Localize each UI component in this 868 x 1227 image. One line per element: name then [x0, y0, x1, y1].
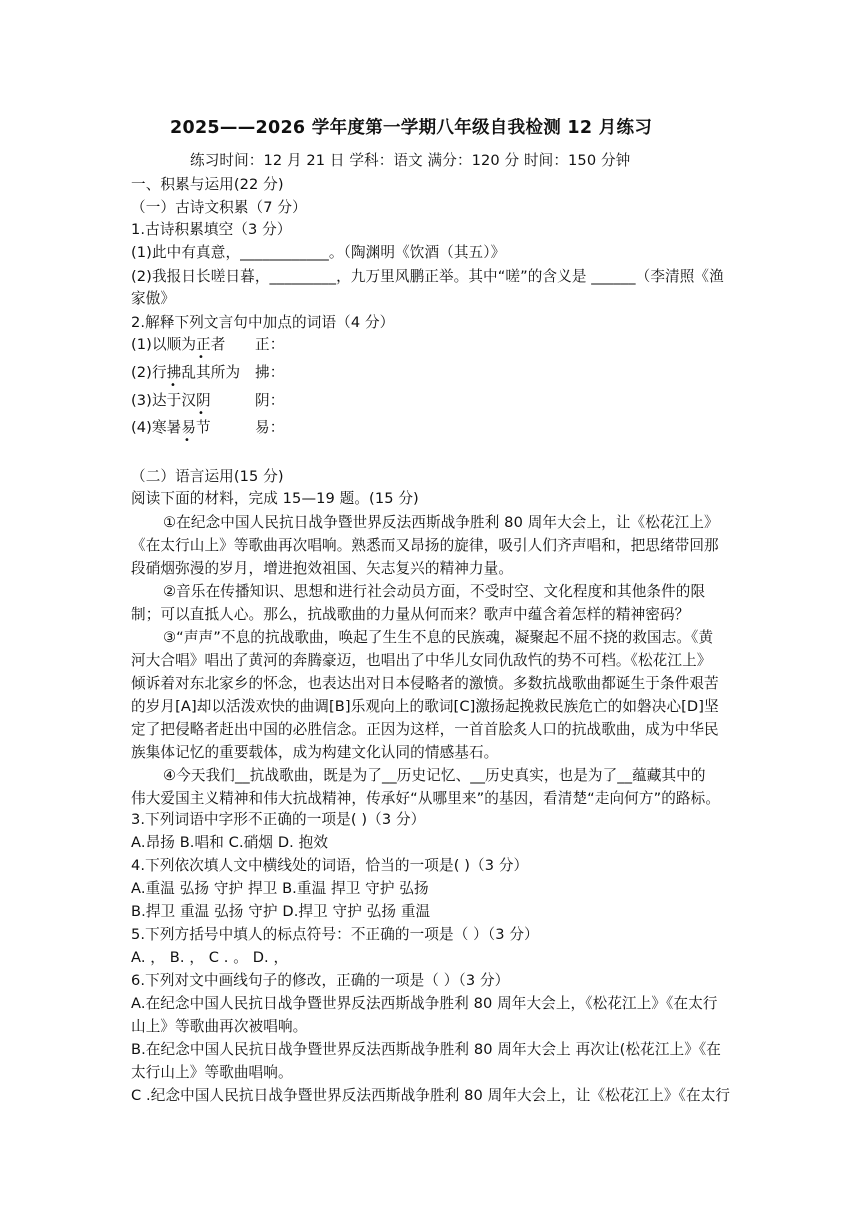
q4-options-line2: B.捍卫 重温 弘扬 守护 D.捍卫 守护 弘扬 重温 [131, 903, 431, 920]
q4-options-line1: A.重温 弘扬 守护 捍卫 B.重温 捍卫 守护 弘扬 [131, 880, 429, 897]
q6-option-c-line1: C .纪念中国人民抗日战争暨世界反法西斯战争胜利 80 周年大会上，让《松花江上》《在太行 [131, 1087, 731, 1104]
section-sub2-heading: （二）语言运用(15 分) [131, 468, 284, 485]
q3-stem: 3.下列词语中字形不正确的一项是( )（3 分） [131, 811, 426, 828]
q3-options: A.昂扬 B.唱和 C.硝烟 D. 抱效 [131, 834, 329, 851]
q1-line1: (1)此中有真意，____________。（陶渊明《饮酒（其五）》 [131, 244, 506, 261]
reading-line: 河大合唱》唱出了黄河的奔腾豪迈，也唱出了中华儿女同仇敌忾的势不可档。《松花江上》 [131, 652, 712, 669]
q2-item-phrase: (2)行拂乱其所为 [131, 364, 241, 381]
q6-option-a-line2: 山上》等歌曲再次被唱响。 [131, 1018, 308, 1035]
q2-item-word: 易： [255, 419, 285, 436]
q5-options: A. ， B. ， C . 。 D. ， [131, 949, 289, 966]
q2-item-phrase: (1)以顺为正者 [131, 336, 226, 353]
emphasis-dot: • [184, 435, 190, 446]
exam-title: 2025——2026 学年度第一学期八年级自我检测 12 月练习 [170, 118, 653, 138]
q2-item-phrase: (4)寒暑易节 [131, 419, 211, 436]
reading-line: 的岁月[A]却以活泼欢快的曲调[B]乐观向上的歌词[C]激扬起挽救民族危亡的如磐决心[D]坚 [131, 698, 719, 715]
reading-line: 《在太行山上》等歌曲再次唱响。熟悉而又昂扬的旋律，吸引人们齐声唱和，把思绪带回那 [131, 537, 719, 554]
q2-item-phrase: (3)达于汉阴 [131, 392, 211, 409]
section-part1-heading: 一、积累与运用(22 分) [131, 176, 284, 193]
section-sub1-heading: （一）古诗文积累（7 分） [131, 199, 307, 216]
reading-line: 段硝烟弥漫的岁月，增进抱效祖国、矢志复兴的精神力量。 [131, 560, 514, 577]
emphasis-dot: • [198, 408, 204, 419]
q2-stem: 2.解释下列文言句中加点的词语（4 分） [131, 314, 395, 331]
q6-option-b-line2: 太行山上》等歌曲唱响。 [131, 1064, 293, 1081]
exam-info: 练习时间：12 月 21 日 学科：语文 满分：120 分 时间：150 分钟 [190, 152, 631, 169]
q5-stem: 5.下列方括号中填人的标点符号：不正确的一项是（ ）（3 分） [131, 926, 539, 943]
reading-intro: 阅读下面的材料，完成 15—19 题。(15 分) [131, 490, 419, 507]
reading-line: 定了把侵略者赶出中国的必胜信念。正因为这样，一首首脍炙人口的抗战歌曲，成为中华民 [131, 721, 719, 738]
q2-item-word: 拂： [255, 364, 285, 381]
q6-stem: 6.下列对文中画线句子的修改，正确的一项是（ ）（3 分） [131, 972, 510, 989]
q4-stem: 4.下列依次填人文中横线处的词语，恰当的一项是( )（3 分） [131, 857, 529, 874]
emphasis-dot: • [170, 380, 176, 391]
q1-stem: 1.古诗积累填空（3 分） [131, 221, 292, 238]
emphasis-dot: • [198, 352, 204, 363]
reading-line: ①在纪念中国人民抗日战争暨世界反法西斯战争胜利 80 周年大会上，让《松花江上》 [163, 514, 719, 531]
q2-item-word: 正： [255, 336, 285, 353]
reading-line: 倾诉着对东北家乡的怀念，也表达出对日本侵略者的激愤。多数抗战歌曲都诞生于条件艰苦 [131, 675, 719, 692]
reading-line: ③“声声”不息的抗战歌曲，唤起了生生不息的民族魂，凝聚起不屈不挠的救国志。《黄 [163, 629, 714, 646]
reading-line: ④今天我们__抗战歌曲，既是为了__历史记忆、__历史真实，也是为了__蕴藏其中的 [163, 767, 706, 784]
reading-line: 族集体记忆的重要载体，成为构建文化认同的情感基石。 [131, 744, 499, 761]
reading-line: 制；可以直抵人心。那么，抗战歌曲的力量从何而来？歌声中蕴含着怎样的精神密码？ [131, 606, 690, 623]
q6-option-a-line1: A.在纪念中国人民抗日战争暨世界反法西斯战争胜利 80 周年大会上，《松花江上》《在太行 [131, 995, 718, 1012]
reading-line: 伟大爱国主义精神和伟大抗战精神，传承好“从哪里来”的基因，看清楚“走向何方”的路标。 [131, 790, 721, 807]
q1-line3: 家傲》 [131, 290, 176, 307]
reading-line: ②音乐在传播知识、思想和进行社会动员方面，不受时空、文化程度和其他条件的限 [163, 583, 706, 600]
q1-line2: (2)我报日长嗟日暮，_________，九万里风鹏正举。其中“嗟”的含义是 ______（李清照《渔 [131, 268, 724, 285]
q2-item-word: 阴： [255, 392, 285, 409]
q6-option-b-line1: B.在纪念中国人民抗日战争暨世界反法西斯战争胜利 80 周年大会上 再次让(松花江上》《在 [131, 1041, 722, 1058]
